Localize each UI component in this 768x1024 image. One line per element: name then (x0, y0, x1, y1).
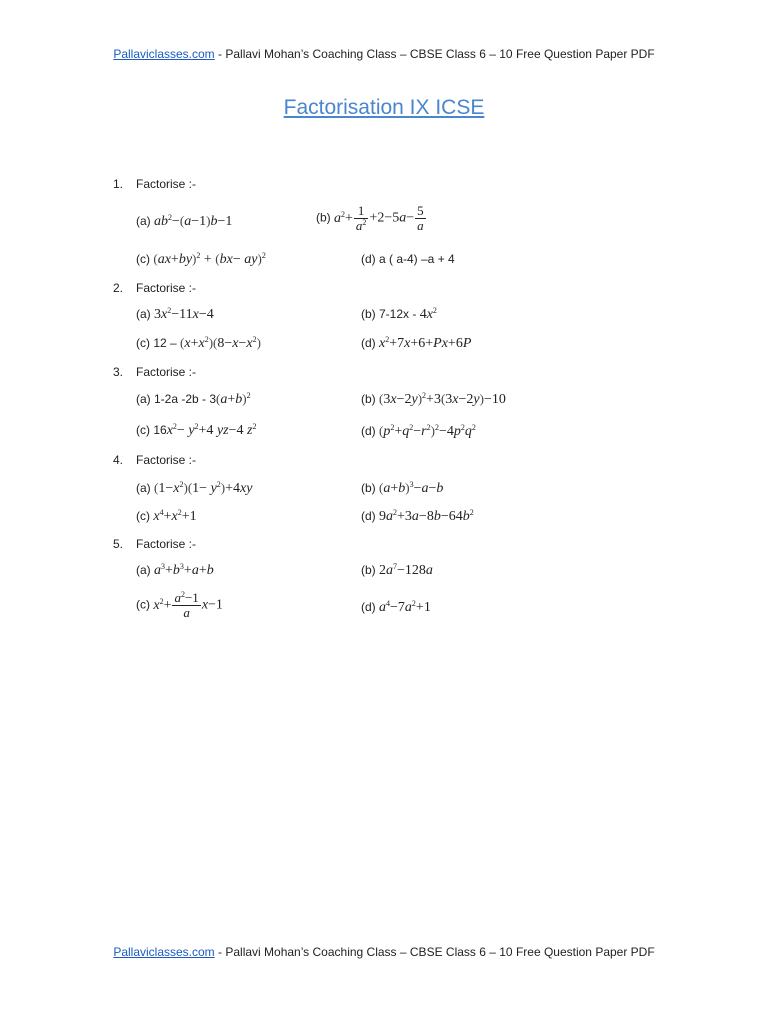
question-number: 4. (113, 453, 124, 467)
question-part: (a) $3x^2-11x-4$ (136, 306, 214, 322)
question-heading: Factorise :- (136, 537, 197, 551)
question-part: (a) 1-2a $-2b - 3(a+b)^2$ (136, 391, 251, 407)
question-part: (c) $16x^2- y^2+4$ yz−4 $z^2$ (136, 422, 257, 438)
question-heading: Factorise :- (136, 365, 197, 379)
question-number: 5. (113, 537, 124, 551)
question-part: (d) a ( a-4) –a + 4 (361, 252, 455, 266)
question-part: (d) $9a^2+3a-8b-64b^2$ (361, 508, 474, 524)
question-part: (c) $12 - (x+x^2)(8-x-x^2)$ (136, 335, 261, 351)
question-part: (b) $7-12x - 4x^2$ (361, 306, 437, 322)
question-part: (b) $(a+b)^3-a-b$ (361, 480, 444, 496)
question-part: (a) $(1-x^2)(1- y^2)+4xy$ (136, 480, 253, 496)
question-heading: Factorise :- (136, 453, 197, 467)
question-number: 1. (113, 177, 124, 191)
question-heading: Factorise :- (136, 177, 197, 191)
question-part: (c) $(ax+by)^2 + (bx- ay)^2$ (136, 251, 266, 267)
header-site-link[interactable]: Pallaviclasses.com (113, 47, 215, 61)
page-header (0, 47, 768, 61)
footer-text: - Pallavi Mohan’s Coaching Class – CBSE Class 6 – 10 Free Question Paper PDF (214, 945, 655, 959)
question-part: (c) $x^2+$ $\frac{a^2-1}{a}$ x−1 (136, 590, 223, 620)
question-part: (b) $2a^7-128a$ (361, 562, 433, 578)
question-part: (a) $ab^2-(a-1)b-1$ (136, 213, 233, 229)
question-part: (d) $x^2+7x+6+Px+6P$ (361, 335, 472, 351)
question-part: (c) $x^4+x^2+1$ (136, 508, 197, 524)
question-part: (d) $(p^2+q^2-r^2)^2-4p^2q^2$ (361, 423, 476, 439)
question-number: 3. (113, 365, 124, 379)
footer-site-link[interactable]: Pallaviclasses.com (113, 945, 215, 959)
page-footer (0, 945, 768, 959)
question-heading: Factorise :- (136, 281, 197, 295)
page-title: Factorisation IX ICSE (283, 96, 485, 119)
question-number: 2. (113, 281, 124, 295)
question-part: (d) $a^4-7a^2+1$ (361, 599, 431, 615)
header-text: - Pallavi Mohan’s Coaching Class – CBSE Class 6 – 10 Free Question Paper PDF (214, 47, 655, 61)
question-part: (b) $a^2+$ $\frac{1}{a^2}$ +2−5a− $\frac{5}{a}$ (316, 203, 424, 233)
question-part: (b) $(3x-2y)^2+3(3x-2y)-10$ (361, 391, 506, 407)
question-part: (a) $a^3+b^3+a+b$ (136, 562, 214, 578)
